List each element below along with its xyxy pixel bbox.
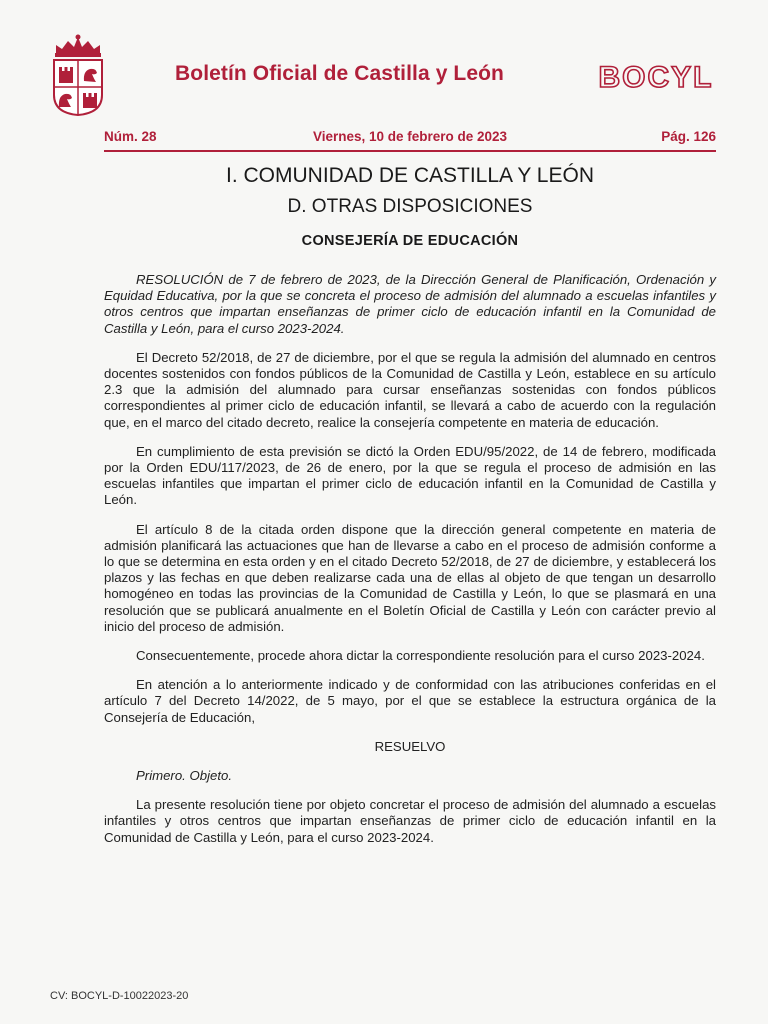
coat-of-arms-icon <box>48 33 108 117</box>
document-body <box>104 272 716 859</box>
issue-date: Viernes, 10 de febrero de 2023 <box>312 129 508 144</box>
header-divider <box>104 150 716 152</box>
paragraph: En cumplimiento de esta previsión se dictó la Orden EDU/95/2022, de 14 de febrero, modificada por la Orden EDU/117/2023, de 26 de enero, por la que se regula el proceso de admisión en las escuelas infantiles que impartan el primer ciclo de educación infantil en la Comunidad de Castilla y León. <box>104 443 716 508</box>
bocyl-logo-icon <box>592 60 720 94</box>
cv-code: CV: BOCYL-D-10022023-20 <box>50 990 189 1002</box>
article-heading: Primero. Objeto. <box>136 768 233 784</box>
paragraph: El Decreto 52/2018, de 27 de diciembre, por el que se regula la admisión del alumnado en centros docentes sostenidos con fondos públicos de la Comunidad de Castilla y León, establece en su artículo 2.3 que la admisión del alumnado para cursar enseñanzas sostenidas con fondos públicos correspondientes al primer ciclo de educación infantil, se llevará a cabo de acuerdo con la regulación que, en el marco del citado decreto, realice la consejería competente en materia de educación. <box>104 349 716 430</box>
issue-number: Núm. 28 <box>104 129 157 144</box>
section-heading: I. COMUNIDAD DE CASTILLA Y LEÓN <box>226 164 594 187</box>
paragraph: El artículo 8 de la citada orden dispone que la dirección general competente en materia de admisión planificará las actuaciones que han de llevarse a cabo en el proceso de admisión conforme a lo que se determina en esta orden y en el citado Decreto 52/2018, de 27 de diciembre, y establecerá los plazos y las fechas en que deben realizarse cada una de ellas al objeto de que tengan un desarrollo homogéneo en todas las provincias de la Comunidad de Castilla y León, lo que se plasmará en una resolución que se publicará anualmente en el Boletín Oficial de Castilla y León con carácter previo al inicio del proceso de admisión. <box>104 521 716 634</box>
page-number: Pág. 126 <box>661 129 716 144</box>
bulletin-title: Boletín Oficial de Castilla y León <box>175 62 504 85</box>
paragraph: Consecuentemente, procede ahora dictar la correspondiente resolución para el curso 2023-2024. <box>136 648 705 664</box>
resolution-title: RESOLUCIÓN de 7 de febrero de 2023, de la Dirección General de Planificación, Ordenación y Equidad Educativa, por la que se concreta el proceso de admisión del alumnado a escuelas infantiles y otros centros que impartan enseñanzas de primer ciclo de educación infantil en la Comunidad de Castilla y León, para el curso 2023-2024. <box>104 272 716 336</box>
issue-meta <box>104 129 716 149</box>
paragraph: En atención a lo anteriormente indicado y de conformidad con las atribuciones conferidas en el artículo 7 del Decreto 14/2022, de 5 mayo, por el que se establece la estructura orgánica de la Consejería de Educación, <box>104 677 716 725</box>
logo-text: BOCYL <box>598 61 714 94</box>
paragraph: La presente resolución tiene por objeto concretar el proceso de admisión del alumnado a escuelas infantiles y otros centros que impartan enseñanzas de primer ciclo de educación infantil en la Comunidad de Castilla y León, para el curso 2023-2024. <box>104 797 716 845</box>
subsection-heading: D. OTRAS DISPOSICIONES <box>287 196 533 217</box>
resuelvo-heading: RESUELVO <box>374 738 446 754</box>
department-heading: CONSEJERÍA DE EDUCACIÓN <box>301 233 519 249</box>
